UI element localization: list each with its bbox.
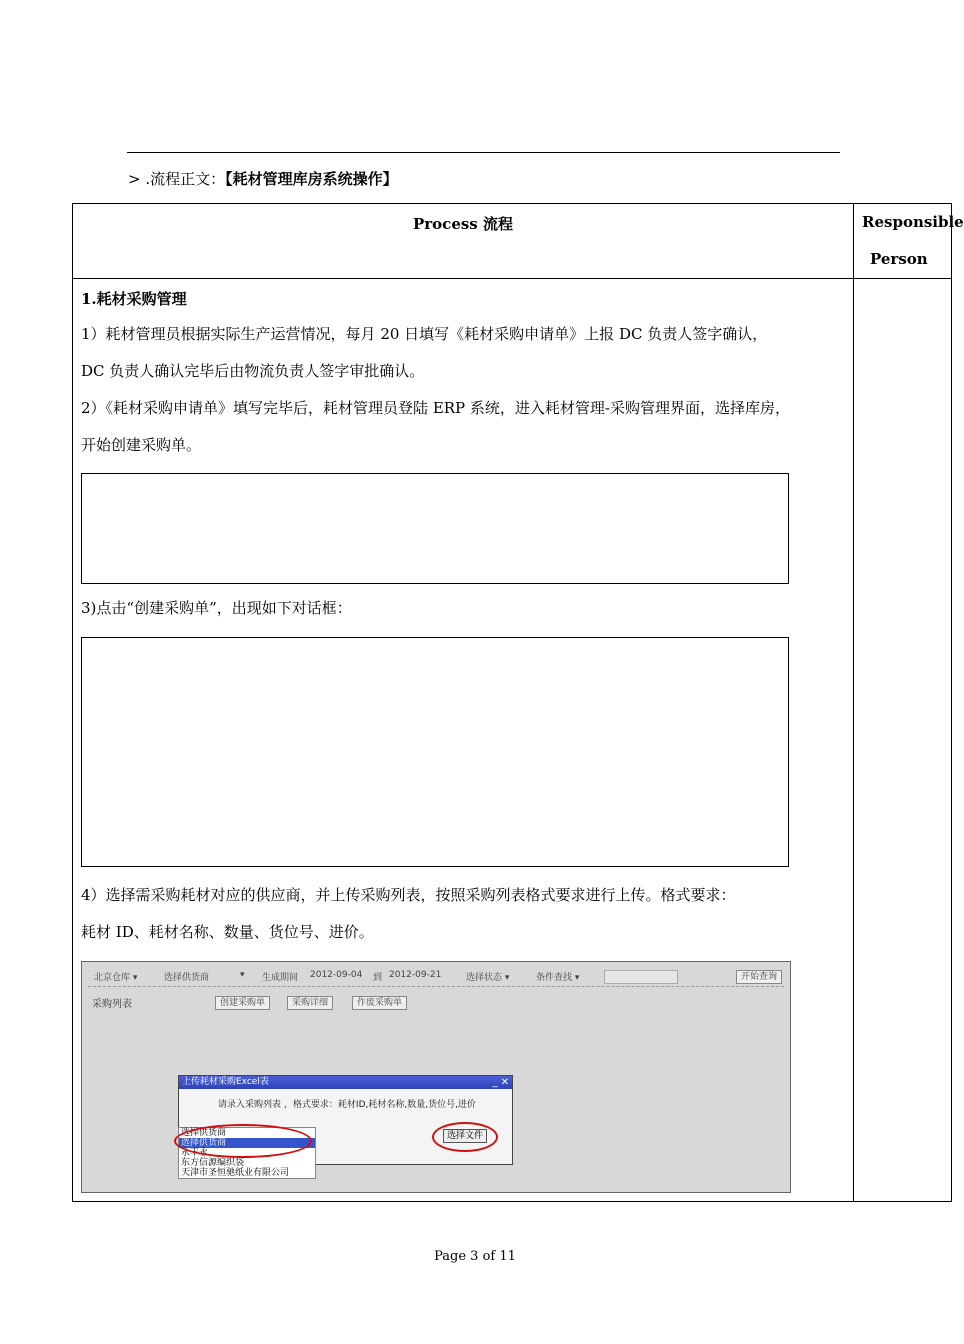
responsible-header-line1: Responsible bbox=[862, 213, 964, 231]
date-to-label: 到 bbox=[373, 973, 383, 983]
dialog-titlebar bbox=[179, 1076, 512, 1089]
header-rule bbox=[127, 152, 840, 153]
section-heading-title: 【耗材管理库房系统操作】 bbox=[225, 170, 398, 188]
close-icon[interactable]: _ ✕ bbox=[492, 1077, 509, 1088]
supplier-arrow-icon[interactable]: ▾ bbox=[240, 970, 245, 980]
image-placeholder-1 bbox=[81, 473, 789, 584]
warehouse-select[interactable]: 北京仓库 ▾ bbox=[94, 973, 138, 983]
section-heading-prefix: > .流程正文： bbox=[128, 170, 226, 188]
void-order-button[interactable]: 作废采购单 bbox=[352, 996, 407, 1010]
paragraph-3: 3)点击“创建采购单”，出现如下对话框： bbox=[81, 599, 352, 617]
paragraph-4a: 4）选择需采购耗材对应的供应商，并上传采购列表，按照采购列表格式要求进行上传。格式要求： bbox=[81, 886, 736, 904]
supplier-select[interactable]: 选择供货商 bbox=[164, 973, 210, 983]
responsible-header-line2: Person bbox=[870, 250, 928, 268]
process-column-header: Process 流程 bbox=[413, 215, 513, 233]
purchase-list-label: 采购列表 bbox=[92, 999, 132, 1010]
dropdown-option[interactable]: 选择供货商 bbox=[181, 1128, 227, 1138]
step-title: 1.耗材采购管理 bbox=[81, 290, 187, 308]
choose-file-button[interactable]: 选择文件 bbox=[443, 1129, 487, 1143]
page-footer: Page 3 of 11 bbox=[434, 1249, 516, 1264]
date-to-field[interactable]: 2012-09-21 bbox=[389, 970, 442, 980]
paragraph-2a: 2）《耗材采购申请单》填写完毕后，耗材管理员登陆 ERP 系统，进入耗材管理-采购管理界面，选择库房， bbox=[81, 399, 790, 417]
date-label: 生成期间 bbox=[262, 973, 299, 983]
search-input[interactable] bbox=[604, 970, 678, 984]
paragraph-2b: 开始创建采购单。 bbox=[81, 436, 202, 454]
section-heading bbox=[128, 168, 398, 189]
paragraph-4b: 耗材 ID、耗材名称、数量、货位号、进价。 bbox=[81, 923, 374, 941]
image-placeholder-2 bbox=[81, 637, 789, 867]
erp-screenshot bbox=[81, 961, 791, 1193]
paragraph-1b: DC 负责人确认完毕后由物流负责人签字审批确认。 bbox=[81, 362, 425, 380]
column-divider bbox=[853, 203, 854, 1202]
search-button[interactable]: 开始查询 bbox=[736, 970, 782, 984]
dropdown-option[interactable]: 永丰永 bbox=[181, 1148, 209, 1158]
header-divider bbox=[72, 278, 952, 279]
responsible-column-header bbox=[862, 204, 964, 278]
erp-toolbar bbox=[88, 968, 784, 987]
dropdown-option[interactable]: 东方信源编织袋 bbox=[181, 1158, 245, 1168]
highlight-ellipse-supplier bbox=[174, 1124, 312, 1158]
highlight-ellipse-file bbox=[432, 1122, 498, 1152]
date-from-field[interactable]: 2012-09-04 bbox=[310, 970, 363, 980]
dialog-message: 请录入采购列表 ，格式要求：耗材ID,耗材名称,数量,货位号,进价 bbox=[218, 1100, 476, 1110]
condition-select[interactable]: 条件查找 ▾ bbox=[536, 973, 580, 983]
dropdown-option[interactable]: 天津市圣恒驰纸业有限公司 bbox=[181, 1168, 290, 1178]
status-select[interactable]: 选择状态 ▾ bbox=[466, 973, 510, 983]
create-order-button[interactable]: 创建采购单 bbox=[215, 996, 270, 1010]
paragraph-1a: 1）耗材管理员根据实际生产运营情况，每月 20 日填写《耗材采购申请单》上报 DC 负责人签字确认， bbox=[81, 325, 768, 343]
order-detail-button[interactable]: 采购详细 bbox=[287, 996, 333, 1010]
dropdown-option-selected[interactable]: 选择供货商 bbox=[179, 1138, 315, 1148]
dialog-title: 上传耗材采购Excel表 bbox=[182, 1077, 269, 1087]
